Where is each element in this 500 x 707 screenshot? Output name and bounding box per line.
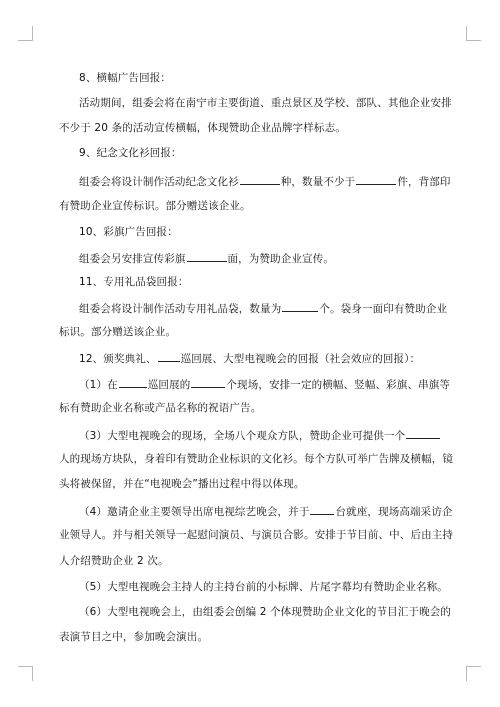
text-run: 组委会另安排宣传彩旗 [79, 253, 186, 265]
section-11-paragraph-line-1 [79, 300, 447, 316]
fill-in-blank [119, 376, 147, 388]
fill-in-blank [187, 250, 227, 262]
fill-in-blank [282, 300, 318, 312]
section-10-paragraph [79, 250, 334, 266]
section-8-heading: 8、横幅广告回报： [79, 72, 172, 84]
crop-mark-bottom-left [18, 666, 33, 681]
text-run: 面，为赞助企业宣传。 [227, 253, 334, 265]
crop-mark-bottom-right [466, 666, 481, 681]
item-1-line-1 [79, 376, 450, 392]
crop-mark-top-left [18, 26, 33, 41]
text-run: 巡回展的 [147, 379, 191, 391]
text-run: （1）在 [79, 379, 118, 391]
fill-in-blank [158, 350, 180, 362]
item-4-line-3: 人介绍赞助企业 2 次。 [59, 555, 169, 567]
text-run: 组委会将设计制作活动纪念文化衫 [79, 176, 239, 188]
text-run: 巡回展、大型电视晚会的回报（社会效应的回报）： [180, 353, 421, 365]
fill-in-blank [406, 427, 440, 439]
section-9-heading: 9、纪念文化衫回报： [79, 147, 182, 159]
text-run: 个现场，安排一定的横幅、竖幅、彩旗、串旗等 [226, 379, 451, 391]
item-4-line-2: 业领导人。并与相关领导一起慰问演员、与演员合影。安排于节目前、中、后由主持 [59, 529, 454, 541]
section-8-paragraph-line-2: 不少于 20 条的活动宣传横幅，体现赞助企业品牌字样标志。 [59, 122, 346, 134]
text-run: 种，数量不少于 [280, 176, 356, 188]
text-run: 组委会将设计制作活动专用礼品袋，数量为 [79, 303, 282, 315]
section-9-paragraph-line-1 [79, 173, 451, 189]
fill-in-blank [356, 173, 396, 185]
item-3-line-1 [79, 427, 441, 443]
item-6-line-2: 表演节目之中，参加晚会演出。 [59, 631, 209, 643]
crop-mark-top-right [466, 26, 481, 41]
text-run: （3）大型电视晚会的现场，全场八个观众方队，赞助企业可提供一个 [79, 430, 406, 442]
fill-in-blank [240, 173, 280, 185]
item-5-line-1: （5）大型电视晚会主持人的主持台前的小标牌、片尾字幕均有赞助企业名称。 [79, 581, 448, 593]
section-9-paragraph-line-2: 有赞助企业宣传标识。部分赠送该企业。 [59, 200, 251, 212]
fill-in-blank [191, 376, 225, 388]
section-11-heading: 11、专用礼品袋回报： [79, 276, 189, 288]
text-run: （4）邀请企业主要领导出席电视综艺晚会，并于 [79, 506, 310, 518]
text-run: 台就座，现场高端采访企 [335, 506, 453, 518]
item-6-line-1: （6）大型电视晚会上，由组委会创编 2 个体现赞助企业文化的节目汇于晚会的 [79, 606, 452, 618]
text-run: 个。袋身一面印有赞助企业 [319, 303, 448, 315]
item-4-line-1 [79, 503, 453, 519]
item-3-line-2: 人的现场方块队，身着印有赞助企业标识的文化衫。每个方队可举广告牌及横幅，镜 [59, 453, 454, 465]
fill-in-blank [310, 503, 334, 515]
item-3-line-3: 头将被保留，并在“电视晚会”播出过程中得以体现。 [59, 478, 305, 490]
text-run: 12、颁奖典礼、 [79, 353, 157, 365]
section-8-paragraph-line-1: 活动期间，组委会将在南宁市主要街道、重点景区及学校、部队、其他企业安排 [79, 97, 452, 109]
item-1-line-2: 标有赞助企业名称或产品名称的祝语广告。 [59, 402, 262, 414]
section-11-paragraph-line-2: 标识。部分赠送该企业。 [59, 326, 177, 338]
section-10-heading: 10、彩旗广告回报： [79, 226, 178, 238]
section-12-heading [79, 350, 420, 366]
text-run: 件，背部印 [397, 176, 451, 188]
